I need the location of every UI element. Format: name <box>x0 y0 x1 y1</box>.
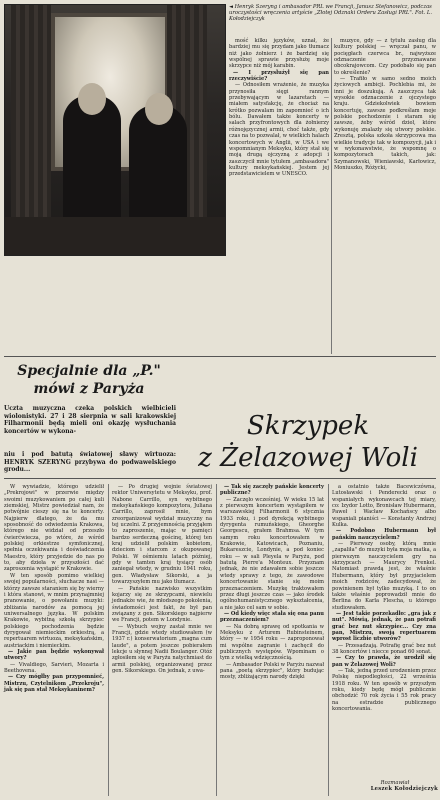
paragraph: a ostatnio także Bacewiczówna, Lutosławski i Penderecki oraz o wspaniałych wykonawcach tej miary, co: Izydor Lotto, Bronisław Hubermann, Paweł i Wacław Kochańscy albo wspaniali pianiści — Konstanty Andrzej Kulka. <box>332 484 436 529</box>
paragraph: — Pierwszy osoby, którą mnie „zapaliła" do muzyki była moja matka, a pierwszym nauczycielem gry na skrzypcach — Maurycy Frenkel. Natomiast prawdą jest, że właśnie Hubermann, który był przyjacielem moich rodziców, zadecydował, że powinienem był tylko muzyką. I to on także właśnie poprowadził mnie do Berlina do Karla Flescha, u którego studiowałem. <box>332 541 436 611</box>
paragraph: — Podobno Hubermann był pańskim nauczycielem? <box>332 528 436 541</box>
column-4 <box>332 484 436 712</box>
paragraph: — Jest takie porzekadło: „gra jak z nut". Mówią, jednak, że pan potrafi grać bez nut skrzypiec... Czy zna pan, Mistrzu, swoją repertuarem wprost liczbie utworów? <box>332 610 436 643</box>
paragraph: — Po drugiej wojnie światowej rektor Uniwersytetu w Meksyku, prof. Nabone Carrillo, syn wybitnego meksykańskiego kompozytora, Juliana Carrillo, zaprosił mnie, bym zreorganizował wydział muzyczny na tej uczelni. Z przyjemnością przyjąłem to zaproszenie, mając w pamięci bardzo serdeczną gościnę, której ten kraj udzielił polskim kobietom, dzieciom i starcom z okupowanej Polski. W ośmiemiu latach później, gdy w tamten kraj tysiący osób zaniegał wtedy, w grudniu 1941 roku, gen. Władysław Sikorski, a ja towarzyszyłem mu jako tłumacz. <box>112 484 212 586</box>
paragraph: W ten sposób pomimo wielkiej swojej popularności, słuchacze nasi — którzy zawsze staraniem się by wierny i która stanowi, w mnim przynajmniej pranowanie, o powołaniu muzyki: zbliżania narodów za pomocą jej uniwersalnego języka. W polskim Krakowie, wybitną szkołą skrzypiec polskiego pochodzenia będzie dyrygował niemieckim orkiestrą, a repertuarem wirtuoza, meksykańskim, austriackim i niemieckim. <box>4 572 104 649</box>
column-rule <box>331 38 332 354</box>
article-lead: Uczta muzyczna czeka polskich wielbicieli wiolonistyki. 27 i 28 sierpnia w sali krakowskiej Filharmonii będą mieli oni okazję wysłuchania koncertów w wykona- <box>4 405 176 435</box>
column-top-right <box>334 38 436 171</box>
paragraph: — Vivaldiego, Sarvieri, Mozarta i Beethovena. <box>4 661 104 674</box>
photo-foreground <box>5 217 225 255</box>
byline-role: Rozmawiał <box>380 780 410 786</box>
article-lead-tail: niu i pod batutą światowej sławy wirtuoza: HENRYK SZERYNG przybywa do podwawelskiego grodu... <box>4 451 176 474</box>
photo-head-right <box>145 93 173 125</box>
paragraph: — Jakie pan będzie wykonywał utwory? <box>4 648 104 662</box>
paragraph: — Wybuch wojny zastał mnie we Francji, gdzie wtedy studiowałem (w 1937 r.) konserwatorium „magna cum laude", a potem jeszcze pobierałem lekcje u słynnej Nadii Boulanger. Otóż zgłosiłem się w Paryżu natychmiast do armii polskiej, organizowanej przez gen. Sikorskiego. On jednak, z uwa- <box>112 623 212 674</box>
kicker-text: Specjalnie dla „P." mówi z Paryża <box>17 363 161 397</box>
column-1 <box>4 484 104 693</box>
article-byline <box>352 780 438 792</box>
article-photo <box>4 4 226 256</box>
photo-head-left <box>78 83 106 115</box>
paragraph: — I przysłużył się pan rzeczywiście? <box>229 69 329 83</box>
column-2 <box>112 484 212 674</box>
paragraph: — Pańskie nazwisko wszystkim kojarzy się ze skrzypcami, niewielu jednakże wie, że młodszego pokolenia, świadomości jest fakt, że był pan związany z gen. Sikorskiego najpierw we Francji, potem w Londynie. <box>112 585 212 624</box>
paragraph: — Czy to prawda, że urodził się pan w Żelazowej Woli? <box>332 655 436 668</box>
paragraph: — Tak się zaczęły pańskie koncerty publiczne? <box>220 484 324 497</box>
section-rule <box>4 356 436 357</box>
article-kicker <box>4 362 174 398</box>
article-headline <box>180 410 436 474</box>
paragraph: — Na dobrą sprawę od spotkania w Meksyku z Arturem Rubinsteinem, który — w 1954 roku — zaproponował mi wspólne zagranie i zachęcił do publicznych występów. Wpominam o tym z wielką wdzięcznością. <box>220 623 324 662</box>
paragraph: — Przesadzają. Potrafię grać bez nut 38 koncertów i niecce ponad 60 sonat. <box>332 642 436 655</box>
headline-line-2: z Żelazowej Woli <box>198 443 418 473</box>
paragraph: — Zaczęło wcześniej. W wieku 15 lat z pierwszym koncertem wystąpiłem w warszawskiej Filharmonii 6 stycznia 1933 roku, i pod dyrekcją wybitnego dyrygenta rumuńskiego, Gheorghe Georgescu, grałem Brahmsa. W tym samym roku koncertowałem w Krakowie, Katowicach, Poznaniu, Bukareszcie, Londynie, a pod koniec roku — w sali Pleyela w Paryżu, pod batutą Pierre'a Monteux. Przyznam jednak, że nie zdawałem sobie jeszcze wtedy sprawy z tego, że zawodowe koncertowanie stanie się moim przeznaczeniem. Muzykę traktowałem przez długi jeszcze czas — jako środek ogólnohumanistycznego wykształcenia, a nie jako cel sam w sobie. <box>220 496 324 611</box>
headline-line-1: Skrzypek <box>246 411 370 441</box>
paragraph: mość kilku języków, uznał, że bardziej mu się przydam jako tłumacz niż jako żołnierz i że bardziej się wspólnej sprawie przysłużę moje skrzypce niż mój karabin. <box>229 38 329 70</box>
paragraph: — Tak, jedną przed urodzeniem przez Polskę niepodległości, 22 września 1918 roku. W ten sposób w przyszłym roku, kiedy będę mógł publicznie obchodzić 70 rok życia i 55 rok pracy na estradzie publicznego koncertowania. <box>332 667 436 713</box>
paragraph: W wywiadzie, którego udzielił „Prekrojowi" w przerwie między swoimi muzykowaniem po całej kuli ziemskiej, Mistrz powiedział nam, że potwójnie cieszy się na te koncerty. Najpierw dlatego, że da mu sposobność do odwiedzenia Krakowa, którego nie widział od przeszło ćwierćwiecza, po wtóre, że wśród polskiej orkiestrze symfonicznej, spełnia oczekiwania i doświadczenia Maestro, który przyjedzie do nas po to, aby dzieła w przyszłości dać zaproszenia wystąpić w Krakowie. <box>4 484 104 573</box>
paragraph: — Trafiło w samo sedno moich życiowych ambicji. Pochlebia mi, że inni je doszukują. A zaszczyca tak wysokie odznaczenie z ojczystego kraju. Gdziekolwiek bowiem koncertuję, zawsze podkreślam moje polskie pochodzenie i staram się zawsze, żeby wśród dzieł, które wykonuję znalazły się utwory polskie. Zresztą, polska szkoła skrzypcowa ma wielkie tradycje tak w kompozycji, jak i w wykonawstwie, że wspomnę o kompozytorach takich, jak: Szymanowski, Wieniawski, Karłowicz, Moniuszko, Różycki, <box>334 76 436 171</box>
photo-caption: ◄ Henryk Szeryng i ambasador PRL we Francji, Janusz Stefanowicz, podczas uroczystości wręczenia artyście „Złotej Odznaki Orderu Zasługi PRL". Fot. L. Kołodziejczyk <box>229 4 432 23</box>
paragraph: — Ambasador Polski w Paryżu nazwał pana „poetą skrzypiec", który budując mosty, zbliżającym narody dzięki <box>220 661 324 681</box>
section-rule-lower <box>4 478 436 479</box>
column-rule-1 <box>108 484 109 796</box>
paragraph: — Czy mógłby pan przypomnieć, Mistrzu, Czytelnikom „Przekroju", jak się pan stał Meksykaninem? <box>4 674 104 693</box>
column-rule-3 <box>328 484 329 796</box>
paragraph: — Odnosiłem wrażenie, że muzyka przynosiła sięgi rannym przebywającym w lazaretach — miałem satysfakcję, że chociaż na krótko pozwalam im zapomnieć o ich bólu. Dawałem także koncerty w salach przyfrontowych dla żołnierzy różnojęzycznej armii, choć także, gdy czas na to pozwalał, w wielkich halach koncertowych w Anglii, w USA i we wspomnianym Meksyku, który stał się moją drugą ojczyzną z adopcji i zaszczycił mnie tytułem „ambasadora" kultury meksykańskiej. Jestem jej przedstawicielem w UNESCO. <box>229 82 329 178</box>
byline-author: Leszek Kołodziejczyk <box>370 786 438 793</box>
column-3 <box>220 484 324 681</box>
column-top-middle <box>229 38 329 178</box>
paragraph: muzyce, gdy — z tytułu zasług dla kultury polskiej — wręczał panu, w pocięgłach czerwca br., najwyższe odznaczenie przyznawane obcokrajowcom. Czy podobało się pan to określenie? <box>334 38 436 76</box>
paragraph: — Od kiedy więc stała się ona panu przeznaczeniem? <box>220 610 324 624</box>
column-rule-2 <box>216 484 217 796</box>
